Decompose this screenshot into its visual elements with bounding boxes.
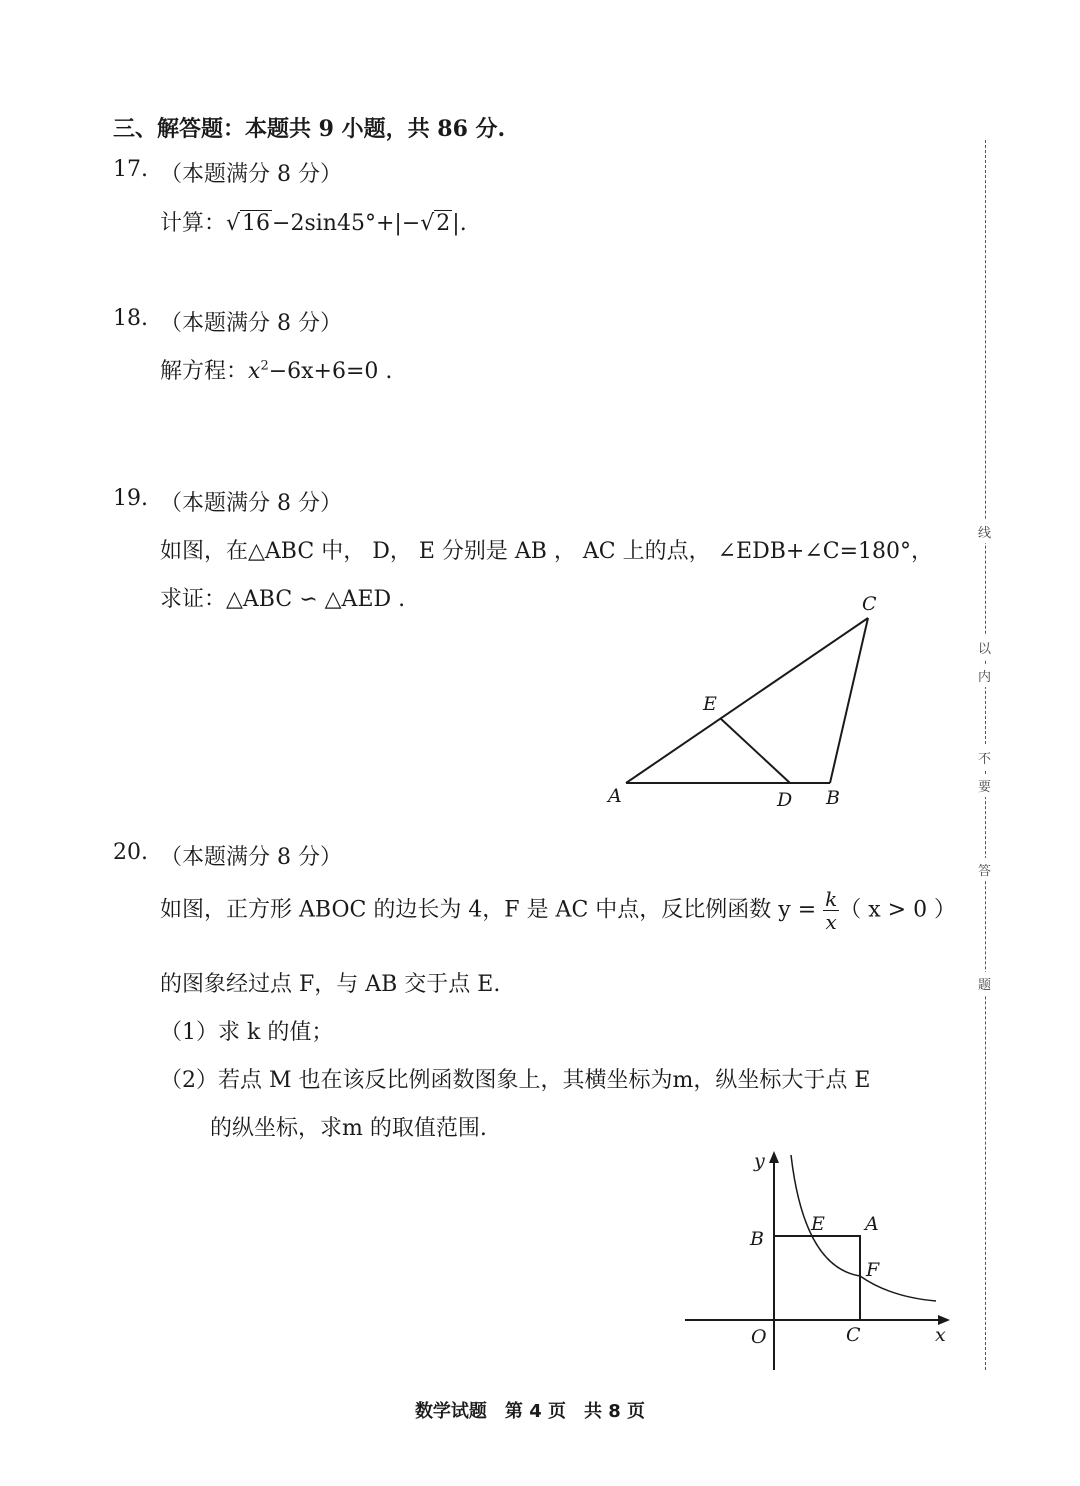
- label-a: A: [865, 1213, 879, 1235]
- q19-score: （本题满分 8 分）: [160, 491, 342, 516]
- fraction-k-over-x: $\frac{k}{x}$: [825, 887, 838, 934]
- label-x: x: [935, 1324, 946, 1346]
- triangle-figure: [590, 590, 900, 815]
- label-o: O: [751, 1326, 767, 1348]
- q17-number: 17.: [113, 157, 148, 182]
- margin-char-7: 题: [978, 972, 991, 995]
- q19-line1: 如图，在△ABC 中， D， E 分别是 AB ， AC 上的点， ∠EDB+∠C=180°，: [160, 539, 934, 564]
- label-y: y: [754, 1150, 765, 1172]
- section-title: 三、解答题：本题共 9 小题，共 86 分.: [113, 116, 506, 142]
- label-b: B: [750, 1228, 764, 1250]
- sqrt-16: √16: [226, 211, 271, 236]
- q18-prefix: 解方程：: [160, 359, 249, 384]
- margin-char-2: 以: [978, 636, 991, 659]
- label-d: D: [777, 789, 793, 811]
- q18-equation: 解方程：$x^2-6x+6=0$ .: [160, 358, 393, 384]
- label-f: F: [866, 1259, 880, 1281]
- hyperbola-figure: [680, 1145, 960, 1375]
- q19-line2: 求证：△ABC ∽ △AED .: [160, 587, 406, 612]
- segment-bc: [830, 618, 868, 783]
- y-axis-arrow: [769, 1151, 779, 1163]
- q20-line2: 的图象经过点 F，与 AB 交于点 E.: [160, 972, 501, 997]
- q20-score: （本题满分 8 分）: [160, 845, 342, 870]
- segment-ed: [720, 718, 790, 783]
- label-c: C: [862, 593, 877, 615]
- q20-part2-line2: 的纵坐标，求m 的取值范围.: [210, 1116, 487, 1141]
- sqrt-2: √2: [420, 211, 451, 236]
- label-c: C: [846, 1324, 861, 1346]
- q17-end: |.: [452, 211, 467, 236]
- q17-score: （本题满分 8 分）: [160, 162, 342, 187]
- q17-expression: [160, 206, 467, 237]
- q17-prefix: 计算：: [160, 211, 227, 236]
- q18-score: （本题满分 8 分）: [160, 311, 342, 336]
- label-a: A: [608, 785, 622, 807]
- label-b: B: [826, 787, 840, 809]
- q17-mid: −2sin45°+|−: [272, 211, 421, 236]
- margin-char-3: 内: [978, 664, 991, 687]
- q20-line1: 如图，正方形 ABOC 的边长为 4，F 是 AC 中点，反比例函数 y = $\frac{k}{x}$ （ x > 0 ）: [160, 887, 957, 934]
- q20-part1: （1）求 k 的值；: [160, 1020, 334, 1045]
- q20-number: 20.: [113, 840, 148, 865]
- label-e: E: [703, 693, 717, 715]
- page-footer: 数学试题 第 4 页 共 8 页: [414, 1401, 646, 1422]
- q18-number: 18.: [113, 306, 148, 331]
- square-abco: [774, 1236, 860, 1320]
- q20-part2-line1: （2）若点 M 也在该反比例函数图象上，其横坐标为m，纵坐标大于点 E: [160, 1068, 871, 1093]
- margin-char-4: 不: [978, 746, 991, 769]
- segment-ac: [626, 618, 868, 783]
- margin-char-1: 线: [978, 520, 991, 543]
- margin-char-5: 要: [978, 774, 991, 797]
- label-e: E: [811, 1213, 825, 1235]
- q19-number: 19.: [113, 486, 148, 511]
- margin-char-6: 答: [978, 858, 991, 881]
